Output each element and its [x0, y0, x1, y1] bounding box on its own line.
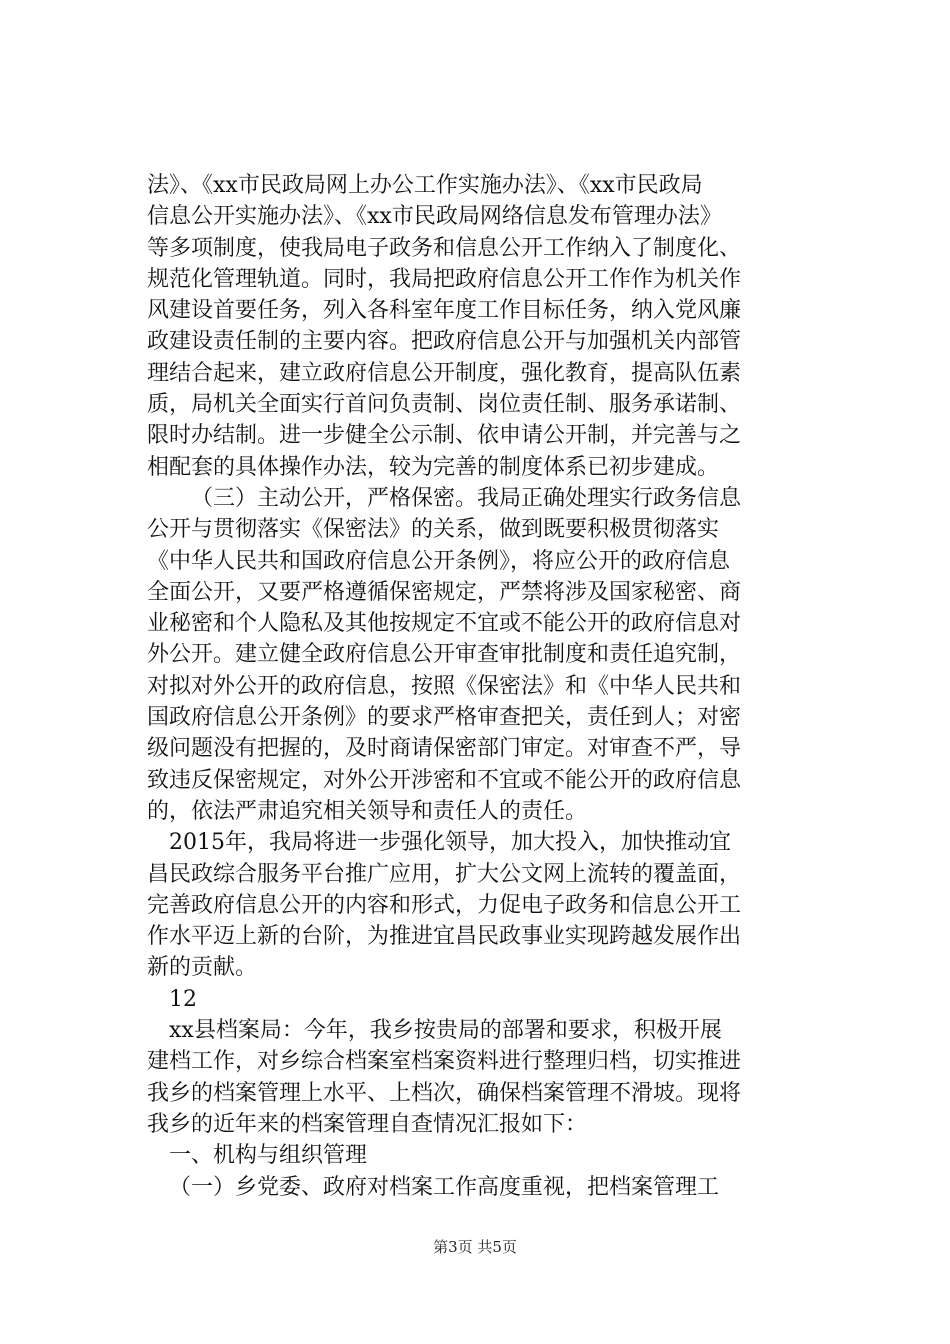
text-line: 对拟对外公开的政府信息，按照《保密法》和《中华人民共和 [147, 673, 742, 699]
text-line: 公开与贯彻落实《保密法》的关系，做到既要积极贯彻落实 [147, 517, 720, 543]
paragraph-start-line: （一）乡党委、政府对档案工作高度重视，把档案管理工 [169, 1174, 720, 1200]
text-line: 规范化管理轨道。同时，我局把政府信息公开工作作为机关作 [147, 266, 742, 292]
text-line: 等多项制度，使我局电子政务和信息公开工作纳入了制度化、 [147, 235, 742, 261]
text-line: 完善政府信息公开的内容和形式，力促电子政务和信息公开工 [147, 892, 742, 918]
text-line: 我乡的档案管理上水平、上档次，确保档案管理不滑坡。现将 [147, 1080, 742, 1106]
paragraph-start-line: 12 [169, 986, 197, 1012]
page-footer: 第3页 共5页 [433, 1238, 517, 1256]
text-line: 限时办结制。进一步健全公示制、依申请公开制，并完善与之 [147, 423, 742, 449]
text-line: 政建设责任制的主要内容。把政府信息公开与加强机关内部管 [147, 329, 742, 355]
text-line: 信息公开实施办法》、《xx市民政局网络信息发布管理办法》 [147, 204, 722, 230]
text-line: 法》、《xx市民政局网上办公工作实施办法》、《xx市民政局 [147, 173, 703, 198]
text-line: 致违反保密规定，对外公开涉密和不宜或不能公开的政府信息 [147, 767, 742, 793]
text-line: 的，依法严肃追究相关领导和责任人的责任。 [147, 798, 588, 824]
text-line: 建档工作，对乡综合档案室档案资料进行整理归档，切实推进 [147, 1049, 742, 1075]
text-line: 质，局机关全面实行首问负责制、岗位责任制、服务承诺制、 [147, 392, 742, 418]
text-line: 理结合起来，建立政府信息公开制度，强化教育，提高队伍素 [147, 360, 742, 386]
paragraph-start-line: 2015年，我局将进一步强化领导，加大投入，加快推动宜 [169, 830, 731, 856]
text-line: 级问题没有把握的，及时商请保密部门审定。对审查不严，导 [147, 736, 742, 762]
paragraph-start-line: （三）主动公开，严格保密。我局正确处理实行政务信息 [191, 485, 742, 511]
text-line: 我乡的近年来的档案管理自查情况汇报如下： [147, 1111, 588, 1137]
text-line: 业秘密和个人隐私及其他按规定不宜或不能公开的政府信息对 [147, 611, 742, 637]
text-line: 《中华人民共和国政府信息公开条例》，将应公开的政府信息 [147, 548, 731, 574]
text-line: 作水平迈上新的台阶，为推进宜昌民政事业实现跨越发展作出 [147, 924, 742, 950]
text-line: 全面公开，又要严格遵循保密规定，严禁将涉及国家秘密、商 [147, 579, 742, 605]
text-line: 风建设首要任务，列入各科室年度工作目标任务，纳入党风廉 [147, 298, 742, 324]
text-line: 相配套的具体操作办法，较为完善的制度体系已初步建成。 [147, 454, 720, 480]
text-line: 外公开。建立健全政府信息公开审查审批制度和责任追究制， [147, 642, 742, 668]
text-line: 国政府信息公开条例》的要求严格审查把关，责任到人；对密 [147, 705, 742, 731]
text-line: 新的贡献。 [147, 955, 258, 981]
paragraph-start-line: xx县档案局：今年，我乡按贵局的部署和要求，积极开展 [169, 1018, 722, 1044]
section-heading: 一、机构与组织管理 [169, 1143, 368, 1169]
text-line: 昌民政综合服务平台推广应用，扩大公文网上流转的覆盖面， [147, 861, 742, 887]
document-body [147, 170, 837, 1203]
